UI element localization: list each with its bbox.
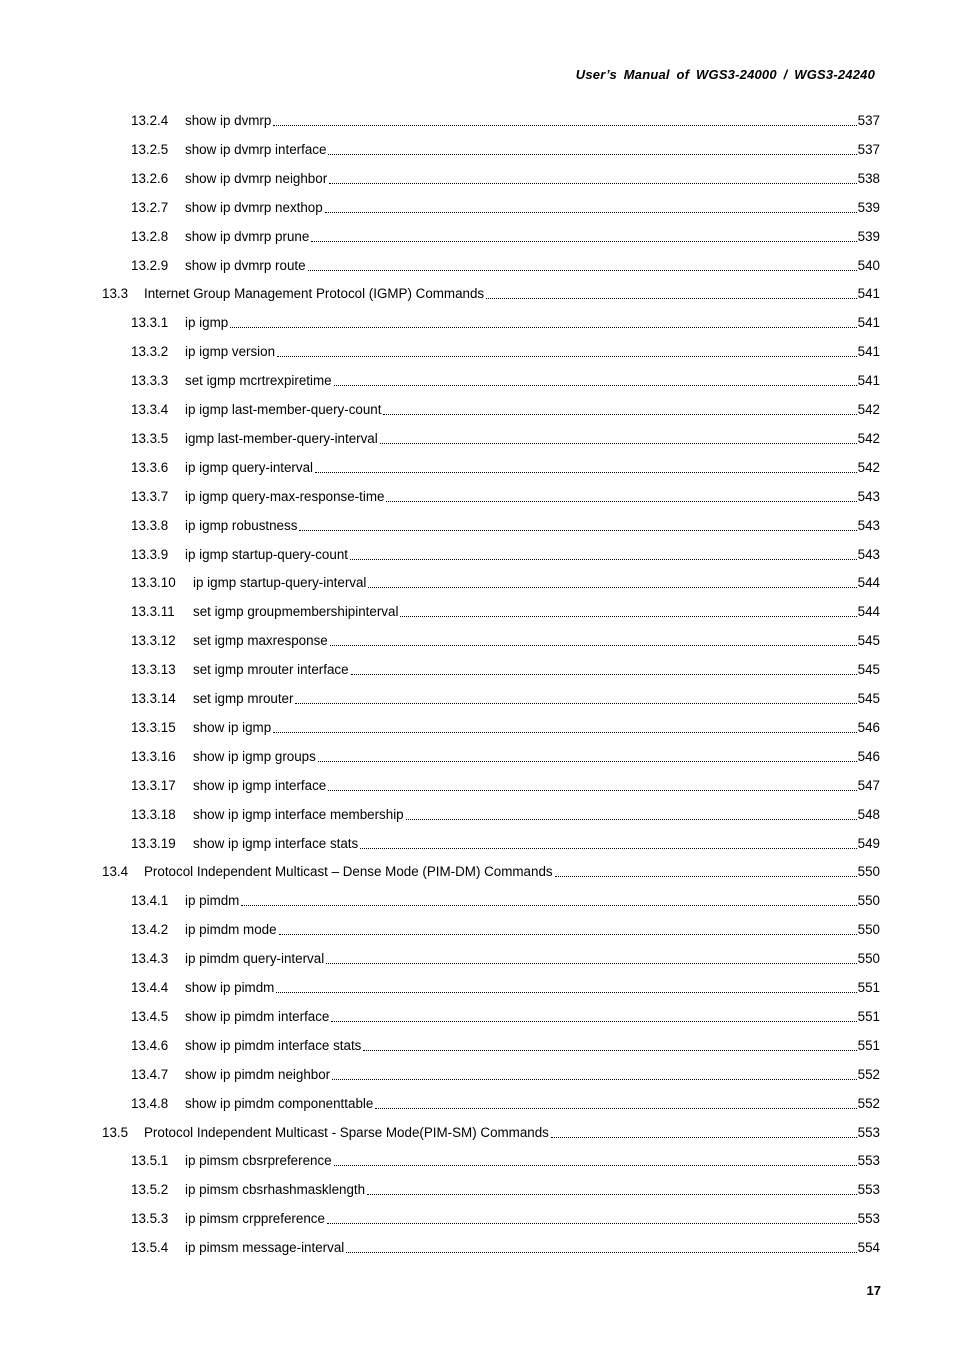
toc-entry-page: 539 — [857, 199, 880, 215]
dot-leader — [273, 731, 857, 733]
toc-subsection-entry[interactable] — [0, 361, 880, 389]
toc-entry-number: 13.4.6 — [131, 1037, 169, 1053]
dot-leader — [350, 558, 857, 560]
toc-entry-title: show ip dvmrp nexthop — [185, 199, 323, 215]
toc-entry-page: 538 — [857, 170, 880, 186]
toc-entry-number: 13.3.7 — [131, 488, 169, 504]
toc-entry-page: 543 — [857, 517, 880, 533]
toc-subsection-entry[interactable] — [0, 303, 880, 331]
toc-entry-title: show ip pimdm componenttable — [185, 1095, 374, 1111]
dot-leader — [308, 269, 857, 271]
dot-leader — [329, 182, 856, 184]
toc-entry-page: 539 — [857, 228, 880, 244]
toc-entry-page: 553 — [857, 1124, 880, 1140]
toc-entry-number: 13.4.3 — [131, 951, 169, 967]
toc-entry-number: 13.3 — [102, 286, 129, 302]
toc-entry-number: 13.3.16 — [131, 748, 176, 764]
dot-leader — [363, 1049, 856, 1051]
toc-entry-page: 537 — [857, 113, 880, 128]
dot-leader — [328, 153, 856, 155]
dot-leader — [325, 211, 857, 213]
toc-subsection-entry[interactable] — [0, 188, 880, 216]
toc-entry-title: show ip igmp — [193, 719, 272, 735]
dot-leader — [406, 818, 857, 820]
toc-entry-number: 13.5.1 — [131, 1153, 169, 1169]
toc-entry-title: show ip dvmrp prune — [185, 228, 310, 244]
toc-entry-page: 551 — [857, 1008, 880, 1024]
toc-subsection-entry[interactable] — [0, 1055, 880, 1083]
toc-entry-number: 13.4.2 — [131, 922, 169, 938]
toc-entry-page: 545 — [857, 662, 880, 678]
toc-entry-title: Protocol Independent Multicast - Sparse Mode(PIM-SM) Commands — [144, 1124, 549, 1140]
toc-entry-number: 13.3.19 — [131, 835, 176, 851]
toc-entry-title: Protocol Independent Multicast – Dense Mode (PIM-DM) Commands — [144, 864, 553, 880]
toc-entry-number: 13.5.3 — [131, 1211, 169, 1227]
toc-entry-title: show ip pimdm interface — [185, 1008, 330, 1024]
toc-subsection-entry[interactable] — [0, 1026, 880, 1054]
toc-entry-number: 13.5 — [102, 1124, 129, 1140]
toc-subsection-entry[interactable] — [0, 708, 880, 736]
toc-entry-page: 545 — [857, 691, 880, 706]
toc-entry-number: 13.3.12 — [131, 633, 176, 649]
toc-entry-number: 13.5.2 — [131, 1182, 169, 1198]
toc-entry-title: show ip pimdm — [185, 980, 275, 995]
toc-subsection-entry[interactable] — [0, 246, 880, 274]
toc-entry-number: 13.4.7 — [131, 1066, 169, 1082]
dot-leader — [351, 673, 857, 675]
toc-entry-page: 554 — [857, 1240, 880, 1256]
toc-entry-number: 13.3.17 — [131, 777, 176, 793]
toc-entry-title: ip igmp startup-query-count — [185, 546, 348, 562]
toc-entry-number: 13.3.6 — [131, 459, 169, 475]
dot-leader — [279, 933, 857, 935]
toc-entry-page: 542 — [857, 459, 880, 475]
toc-entry-page: 553 — [857, 1182, 880, 1198]
toc-subsection-entry[interactable] — [0, 101, 880, 129]
toc-subsection-entry[interactable] — [0, 332, 880, 360]
toc-entry-title: ip pimdm query-interval — [185, 951, 325, 967]
toc-entry-number: 13.2.6 — [131, 170, 169, 186]
toc-entry-title: ip igmp query-interval — [185, 459, 314, 475]
dot-leader — [360, 847, 856, 849]
dot-leader — [486, 297, 857, 299]
toc-entry-page: 545 — [857, 633, 880, 649]
toc-entry-title: show ip pimdm interface stats — [185, 1037, 362, 1053]
toc-entry-page: 541 — [857, 315, 880, 331]
toc-entry-number: 13.2.7 — [131, 199, 169, 215]
dot-leader — [383, 413, 856, 415]
toc-entry-number: 13.3.11 — [131, 604, 175, 620]
toc-entry-number: 13.4.8 — [131, 1095, 169, 1111]
toc-entry-number: 13.3.15 — [131, 719, 176, 735]
toc-subsection-entry[interactable] — [0, 1084, 880, 1112]
toc-entry-page: 540 — [857, 257, 880, 273]
dot-leader — [330, 644, 857, 646]
toc-entry-number: 13.3.14 — [131, 691, 176, 706]
toc-entry-number: 13.3.18 — [131, 806, 176, 822]
dot-leader — [295, 702, 856, 704]
toc-entry-page: 552 — [857, 1066, 880, 1082]
toc-section-entry[interactable] — [0, 1113, 880, 1141]
toc-subsection-entry[interactable] — [0, 448, 880, 476]
toc-entry-number: 13.2.8 — [131, 228, 169, 244]
toc-subsection-entry[interactable] — [0, 563, 880, 591]
toc-entry-page: 553 — [857, 1211, 880, 1227]
dot-leader — [326, 962, 856, 964]
toc-entry-title: set igmp mrouter interface — [193, 662, 349, 678]
toc-entry-page: 542 — [857, 402, 880, 417]
toc-entry-page: 546 — [857, 719, 880, 735]
toc-entry-number: 13.3.1 — [131, 315, 169, 331]
dot-leader — [318, 760, 857, 762]
toc-subsection-entry[interactable] — [0, 650, 880, 678]
toc-entry-title: set igmp mcrtrexpiretime — [185, 373, 332, 389]
toc-entry-title: show ip dvmrp route — [185, 257, 306, 273]
toc-entry-title: show ip igmp interface stats — [193, 835, 359, 851]
toc-entry-title: show ip igmp interface — [193, 777, 327, 793]
dot-leader — [277, 355, 857, 357]
toc-entry-title: show ip pimdm neighbor — [185, 1066, 331, 1082]
toc-entry-page: 547 — [857, 777, 880, 793]
toc-entry-number: 13.3.5 — [131, 430, 169, 446]
toc-subsection-entry[interactable] — [0, 419, 880, 447]
toc-subsection-entry[interactable] — [0, 1141, 880, 1169]
dot-leader — [555, 875, 857, 877]
toc-subsection-entry[interactable] — [0, 737, 880, 765]
toc-entry-page: 552 — [857, 1095, 880, 1111]
toc-entry-title: ip igmp query-max-response-time — [185, 488, 385, 504]
toc-section-entry[interactable] — [0, 274, 880, 302]
toc-entry-page: 544 — [857, 575, 880, 591]
toc-subsection-entry[interactable] — [0, 824, 880, 852]
dot-leader — [230, 326, 856, 328]
dot-leader — [276, 991, 856, 993]
toc-entry-title: show ip igmp groups — [193, 748, 316, 764]
toc-entry-title: ip igmp robustness — [185, 517, 298, 533]
dot-leader — [367, 1193, 857, 1195]
toc-subsection-entry[interactable] — [0, 1199, 880, 1227]
toc-subsection-entry[interactable] — [0, 159, 880, 187]
toc-entry-title: show ip dvmrp neighbor — [185, 170, 328, 186]
toc-entry-page: 543 — [857, 488, 880, 504]
toc-entry-title: ip pimdm — [185, 893, 240, 909]
toc-entry-number: 13.4.4 — [131, 980, 169, 995]
toc-entry-page: 541 — [857, 286, 880, 302]
page-number: 17 — [866, 1283, 881, 1298]
toc-subsection-entry[interactable] — [0, 477, 880, 505]
toc-subsection-entry[interactable] — [0, 997, 880, 1025]
toc-subsection-entry[interactable] — [0, 881, 880, 909]
toc-subsection-entry[interactable] — [0, 217, 880, 245]
toc-subsection-entry[interactable] — [0, 621, 880, 649]
toc-subsection-entry[interactable] — [0, 390, 880, 418]
toc-entry-page: 543 — [857, 546, 880, 562]
toc-entry-title: Internet Group Management Protocol (IGMP) Commands — [144, 286, 485, 302]
toc-entry-number: 13.3.2 — [131, 344, 169, 360]
toc-entry-title: ip igmp — [185, 315, 229, 331]
toc-entry-title: set igmp groupmembershipinterval — [193, 604, 399, 620]
toc-entry-number: 13.3.8 — [131, 517, 169, 533]
toc-subsection-entry[interactable] — [0, 1170, 880, 1198]
toc-entry-number: 13.3.4 — [131, 402, 169, 417]
toc-entry-number: 13.2.4 — [131, 113, 169, 128]
toc-entry-title: set igmp maxresponse — [193, 633, 328, 649]
toc-entry-page: 551 — [857, 1037, 880, 1053]
toc-entry-page: 542 — [857, 430, 880, 446]
toc-entry-title: ip igmp startup-query-interval — [193, 575, 367, 591]
toc-entry-title: show ip dvmrp interface — [185, 141, 327, 157]
toc-entry-title: set igmp mrouter — [193, 691, 294, 706]
toc-entry-number: 13.3.10 — [131, 575, 176, 591]
dot-leader — [315, 471, 857, 473]
toc-entry-title: ip pimdm mode — [185, 922, 277, 938]
dot-leader — [332, 1078, 857, 1080]
toc-entry-number: 13.4.5 — [131, 1008, 169, 1024]
dot-leader — [327, 1222, 857, 1224]
dot-leader — [368, 586, 856, 588]
toc-entry-title: igmp last-member-query-interval — [185, 430, 378, 446]
toc-entry-number: 13.3.9 — [131, 546, 169, 562]
toc-subsection-entry[interactable] — [0, 968, 880, 996]
toc-entry-number: 13.2.9 — [131, 257, 169, 273]
toc-section-entry[interactable] — [0, 852, 880, 880]
toc-entry-title: show ip dvmrp — [185, 113, 272, 128]
toc-entry-title: show ip igmp interface membership — [193, 806, 404, 822]
dot-leader — [331, 1020, 856, 1022]
toc-subsection-entry[interactable] — [0, 795, 880, 823]
toc-entry-title: ip pimsm cbsrhashmasklength — [185, 1182, 366, 1198]
toc-subsection-entry[interactable] — [0, 130, 880, 158]
toc-entry-title: ip pimsm cbsrpreference — [185, 1153, 332, 1169]
toc-entry-number: 13.3.3 — [131, 373, 169, 389]
toc-subsection-entry[interactable] — [0, 535, 880, 563]
toc-entry-page: 550 — [857, 893, 880, 909]
toc-subsection-entry[interactable] — [0, 910, 880, 938]
toc-subsection-entry[interactable] — [0, 766, 880, 794]
toc-entry-page: 541 — [857, 373, 880, 389]
dot-leader — [400, 615, 856, 617]
toc-entry-page: 541 — [857, 344, 880, 360]
toc-entry-page: 549 — [857, 835, 880, 851]
toc-entry-page: 550 — [857, 922, 880, 938]
toc-entry-page: 546 — [857, 748, 880, 764]
dot-leader — [241, 904, 856, 906]
dot-leader — [375, 1107, 856, 1109]
toc-entry-page: 537 — [857, 141, 880, 157]
toc-entry-number: 13.4.1 — [131, 893, 169, 909]
dot-leader — [334, 384, 857, 386]
toc-entry-number: 13.2.5 — [131, 141, 169, 157]
running-header: User’s Manual of WGS3-24000 / WGS3-24240 — [575, 67, 875, 82]
toc-entry-number: 13.4 — [102, 864, 129, 880]
toc-entry-page: 550 — [857, 864, 880, 880]
toc-entry-page: 550 — [857, 951, 880, 967]
toc-entry-page: 553 — [857, 1153, 880, 1169]
toc-entry-title: ip pimsm crppreference — [185, 1211, 325, 1227]
dot-leader — [299, 529, 856, 531]
toc-entry-number: 13.5.4 — [131, 1240, 169, 1256]
toc-entry-title: ip igmp last-member-query-count — [185, 402, 382, 417]
dot-leader — [346, 1251, 856, 1253]
dot-leader — [386, 500, 856, 502]
toc-entry-page: 551 — [857, 980, 880, 995]
dot-leader — [273, 124, 856, 126]
dot-leader — [334, 1164, 857, 1166]
dot-leader — [551, 1136, 857, 1138]
toc-entry-page: 548 — [857, 806, 880, 822]
dot-leader — [328, 789, 856, 791]
toc-subsection-entry[interactable] — [0, 592, 880, 620]
toc-entry-title: ip pimsm message-interval — [185, 1240, 345, 1256]
toc-subsection-entry[interactable] — [0, 679, 880, 707]
toc-entry-number: 13.3.13 — [131, 662, 176, 678]
toc-subsection-entry[interactable] — [0, 506, 880, 534]
toc-entry-title: ip igmp version — [185, 344, 276, 360]
toc-entry-page: 544 — [857, 604, 880, 620]
toc-subsection-entry[interactable] — [0, 939, 880, 967]
toc-subsection-entry[interactable] — [0, 1228, 880, 1256]
dot-leader — [380, 442, 857, 444]
dot-leader — [311, 240, 856, 242]
